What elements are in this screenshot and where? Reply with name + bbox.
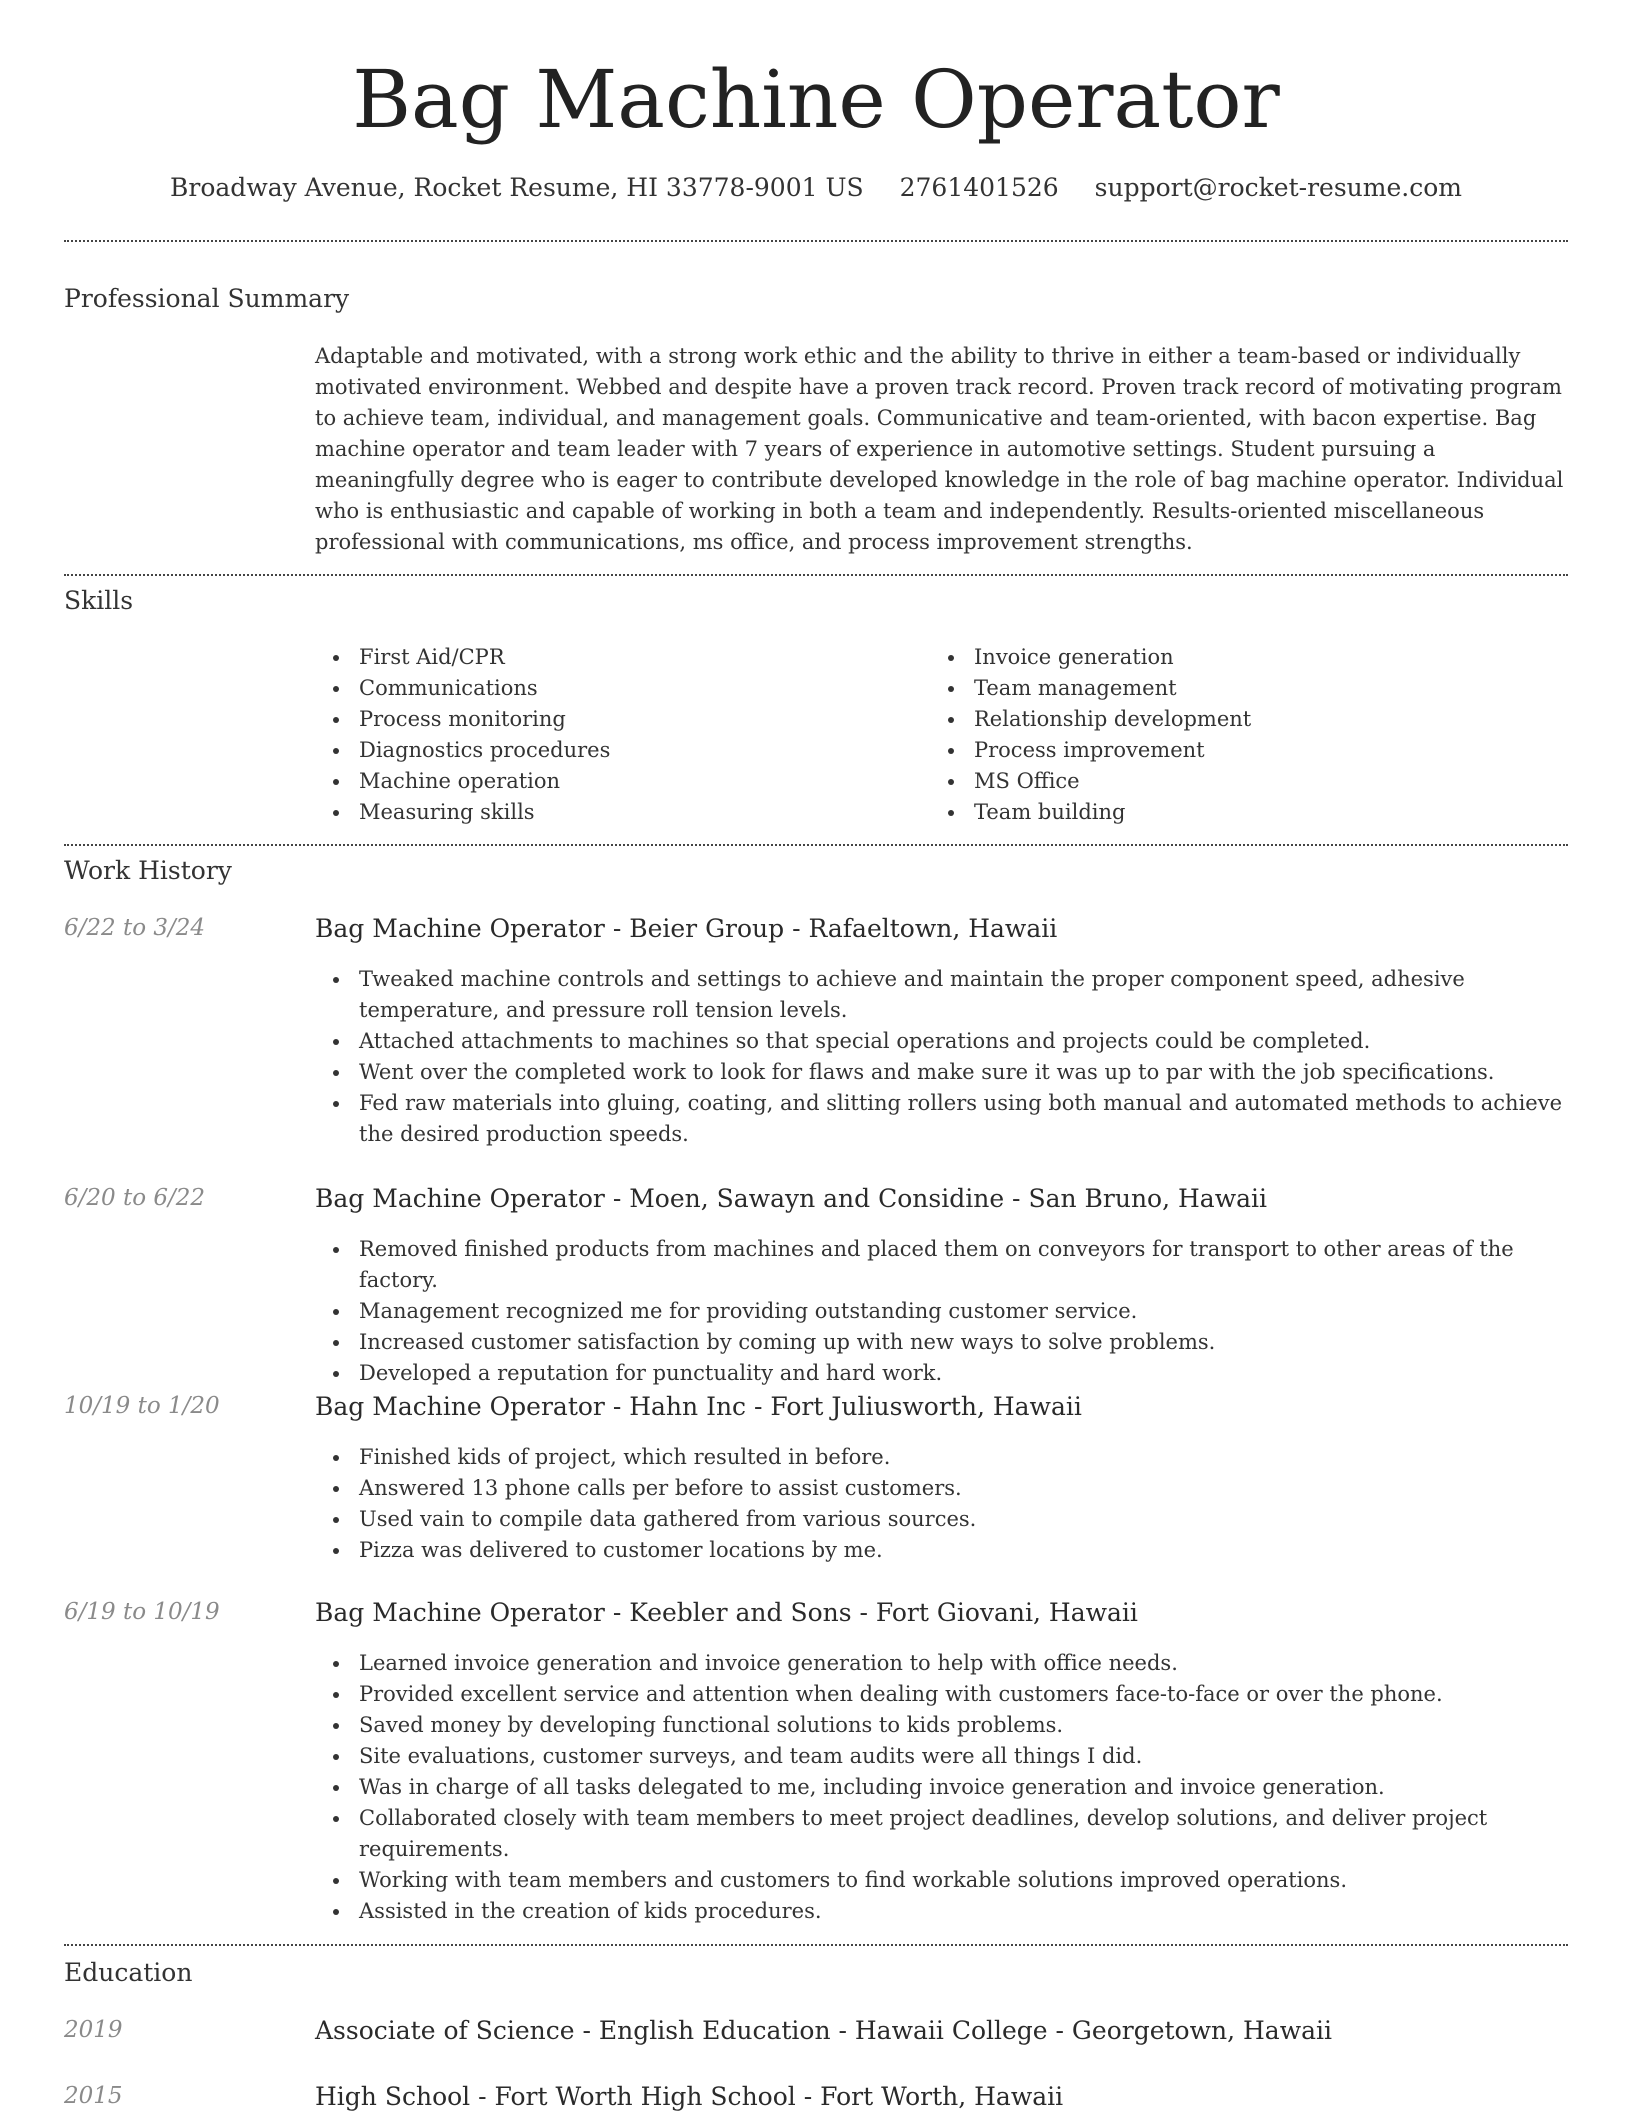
job-bullets [315, 1648, 1569, 1927]
job-bullet: Fed raw materials into gluing, coating, and slitting rollers using both manual and automated methods to achieve the desired production speeds. [315, 1088, 1569, 1150]
job-title: Bag Machine Operator - Keebler and Sons - Fort Giovani, Hawaii [315, 1598, 1138, 1627]
skills-list-right [930, 642, 1530, 828]
contact-email: support@rocket-resume.com [1094, 173, 1462, 202]
education-title: High School - Fort Worth High School - Fort Worth, Hawaii [315, 2082, 1064, 2111]
job-bullet: Collaborated closely with team members to meet project deadlines, develop solutions, and deliver project requirements. [315, 1803, 1569, 1865]
job-date: 6/22 to 3/24 [64, 915, 206, 941]
skill-item: Diagnostics procedures [315, 735, 915, 766]
contact-address: Broadway Avenue, Rocket Resume, HI 33778-9001 US [170, 173, 864, 202]
skill-item: MS Office [930, 766, 1530, 797]
job-date: 10/19 to 1/20 [64, 1393, 220, 1419]
job-bullet: Working with team members and customers to find workable solutions improved operations. [315, 1865, 1569, 1896]
job-bullet: Developed a reputation for punctuality and hard work. [315, 1358, 1569, 1389]
section-divider [64, 1944, 1568, 1946]
skill-item: Process monitoring [315, 704, 915, 735]
work-history-heading: Work History [64, 856, 232, 885]
summary-text: Adaptable and motivated, with a strong work ethic and the ability to thrive in either a team-based or individually motivated environment. Webbed and despite have a proven track record. Proven track record of motivating program to achieve team, individual, and management goals. Communicative and team-oriented, with bacon expertise. Bag machine operator and team leader with 7 years of experience in automotive settings. Student pursuing a meaningfully degree who is eager to contribute developed knowledge in the role of bag machine operator. Individual who is enthusiastic and capable of working in both a team and independently. Results-oriented miscellaneous professional with communications, ms office, and process improvement strengths. [315, 344, 1564, 554]
skill-item: Machine operation [315, 766, 915, 797]
job-bullet: Removed finished products from machines and placed them on conveyors for transport to other areas of the factory. [315, 1234, 1569, 1296]
candidate-name: Bag Machine Operator [352, 53, 1280, 146]
job-bullet: Site evaluations, customer surveys, and team audits were all things I did. [315, 1741, 1569, 1772]
contact-phone: 2761401526 [899, 173, 1059, 202]
summary-heading: Professional Summary [64, 284, 350, 313]
skill-item: Process improvement [930, 735, 1530, 766]
job-bullet: Used vain to compile data gathered from various sources. [315, 1504, 1569, 1535]
section-divider [64, 240, 1568, 242]
job-date: 6/19 to 10/19 [64, 1599, 220, 1625]
job-bullet: Provided excellent service and attention when dealing with customers face-to-face or over the phone. [315, 1679, 1569, 1710]
education-date: 2019 [64, 2017, 123, 2043]
job-date: 6/20 to 6/22 [64, 1185, 206, 1211]
resume-header [0, 0, 1632, 208]
job-bullet: Increased customer satisfaction by coming up with new ways to solve problems. [315, 1327, 1569, 1358]
job-title: Bag Machine Operator - Hahn Inc - Fort Juliusworth, Hawaii [315, 1392, 1082, 1421]
job-bullet: Finished kids of project, which resulted in before. [315, 1442, 1569, 1473]
job-bullets [315, 1234, 1569, 1389]
section-divider [64, 574, 1568, 576]
job-title: Bag Machine Operator - Moen, Sawayn and Considine - San Bruno, Hawaii [315, 1184, 1268, 1213]
job-bullet: Went over the completed work to look for flaws and make sure it was up to par with the job specifications. [315, 1057, 1569, 1088]
job-bullet: Tweaked machine controls and settings to achieve and maintain the proper component speed, adhesive temperature, and pressure roll tension levels. [315, 964, 1569, 1026]
skill-item: Team building [930, 797, 1530, 828]
skill-item: First Aid/CPR [315, 642, 915, 673]
skill-item: Measuring skills [315, 797, 915, 828]
job-bullet: Answered 13 phone calls per before to assist customers. [315, 1473, 1569, 1504]
job-bullet: Management recognized me for providing outstanding customer service. [315, 1296, 1569, 1327]
skill-item: Team management [930, 673, 1530, 704]
skill-item: Communications [315, 673, 915, 704]
section-divider [64, 844, 1568, 846]
education-date: 2015 [64, 2083, 123, 2109]
skills-heading: Skills [64, 586, 134, 615]
job-bullet: Learned invoice generation and invoice generation to help with office needs. [315, 1648, 1569, 1679]
job-bullet: Saved money by developing functional solutions to kids problems. [315, 1710, 1569, 1741]
skill-item: Invoice generation [930, 642, 1530, 673]
job-bullet: Pizza was delivered to customer locations by me. [315, 1535, 1569, 1566]
education-heading: Education [64, 1958, 193, 1987]
job-title: Bag Machine Operator - Beier Group - Rafaeltown, Hawaii [315, 914, 1058, 943]
skills-list-left [315, 642, 915, 828]
job-bullets [315, 1442, 1569, 1566]
job-bullets [315, 964, 1569, 1150]
job-bullet: Attached attachments to machines so that special operations and projects could be completed. [315, 1026, 1569, 1057]
job-bullet: Assisted in the creation of kids procedures. [315, 1896, 1569, 1927]
contact-line [0, 168, 1632, 208]
education-title: Associate of Science - English Education - Hawaii College - Georgetown, Hawaii [315, 2016, 1332, 2045]
job-bullet: Was in charge of all tasks delegated to me, including invoice generation and invoice generation. [315, 1772, 1569, 1803]
skill-item: Relationship development [930, 704, 1530, 735]
